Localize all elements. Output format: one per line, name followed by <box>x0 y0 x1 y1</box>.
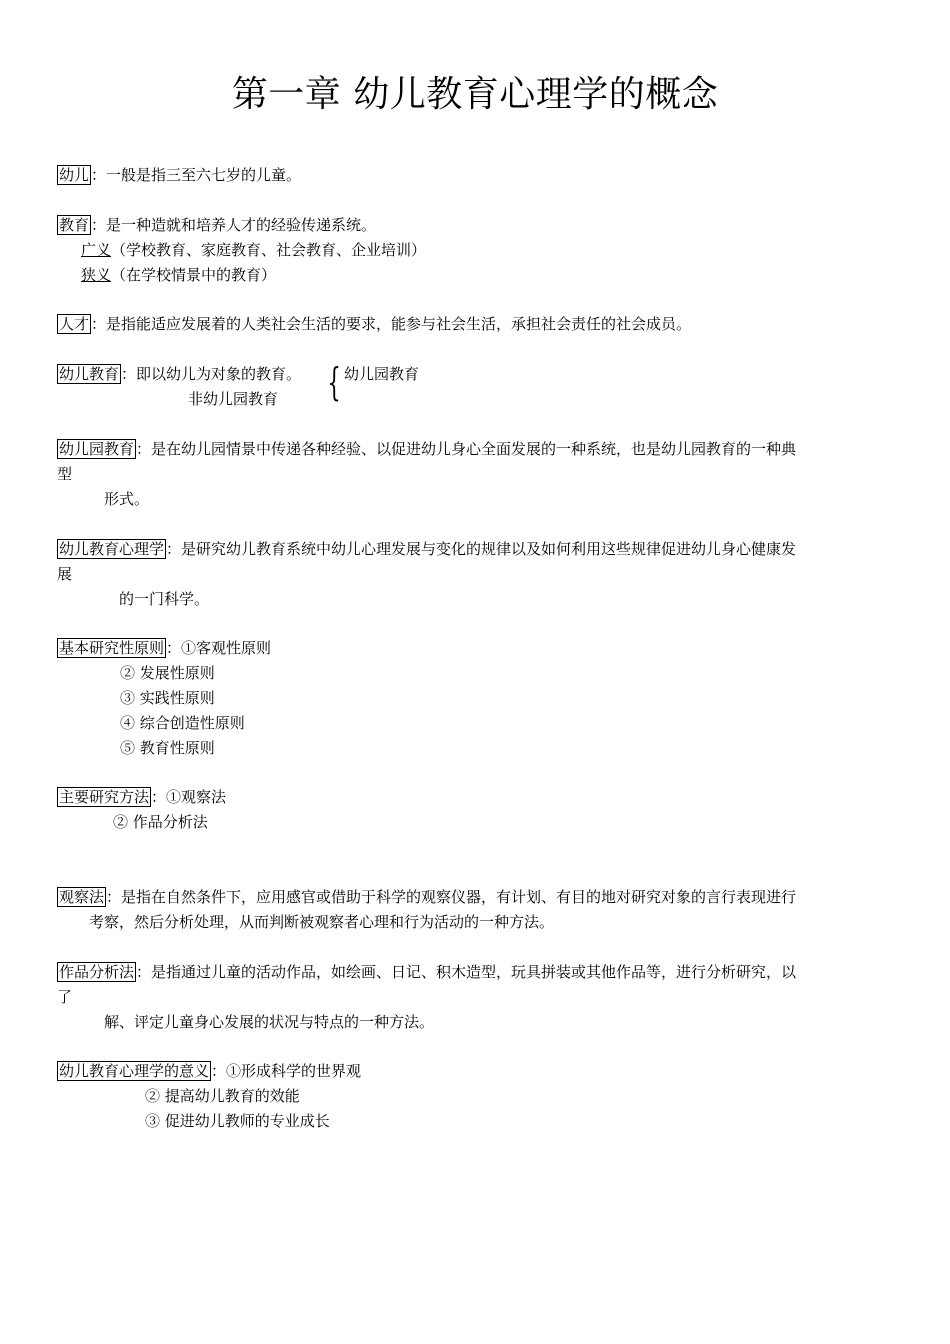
definition-jiaoyu-text: ：是一种造就和培养人才的经验传递系统。 <box>91 216 377 234</box>
xinlixue-wrap: 展 <box>57 565 73 583</box>
jiaoyu-narrow <box>81 265 276 285</box>
term-rencai: 人才 <box>59 315 90 333</box>
term-youer-jiaoyu: 幼儿教育 <box>59 365 120 383</box>
definition-youeryuan-jiaoyu-text: ：是在幼儿园情景中传递各种经验、以促进幼儿身心全面发展的一种系统，也是幼儿园教育的一种典 <box>136 440 797 458</box>
definition-youer <box>57 165 301 185</box>
zuopin-cont: 解、评定儿童身心发展的状况与特点的一种方法。 <box>104 1013 435 1031</box>
significance-item-1: ：①形成科学的世界观 <box>211 1062 362 1080</box>
term-methods: 主要研究方法 <box>59 788 150 806</box>
xinlixue-cont: 的一门科学。 <box>119 590 210 608</box>
principles-header <box>57 638 271 658</box>
term-broad: 广义 <box>81 241 112 259</box>
significance-header <box>57 1061 361 1081</box>
principle-item-5: ⑤ 教育性原则 <box>120 739 215 757</box>
chapter-title: 第一章 幼儿教育心理学的概念 <box>231 74 719 115</box>
term-zuopin: 作品分析法 <box>59 963 135 981</box>
term-xinlixue: 幼儿教育心理学 <box>59 540 165 558</box>
youer-jiaoyu-option-2: 非幼儿园教育 <box>188 390 279 408</box>
definition-guanchafa <box>57 887 796 907</box>
principle-item-1: ：①客观性原则 <box>166 639 272 657</box>
guanchafa-cont: 考察，然后分析处理，从而判断被观察者心理和行为活动的一种方法。 <box>89 913 555 931</box>
jiaoyu-broad <box>81 240 426 260</box>
term-principles: 基本研究性原则 <box>59 639 165 657</box>
definition-zuopin <box>57 962 796 982</box>
definition-youer-text: ：一般是指三至六七岁的儿童。 <box>91 166 302 184</box>
youeryuan-jiaoyu-cont: 形式。 <box>104 490 150 508</box>
definition-xinlixue <box>57 539 796 559</box>
definition-youeryuan-jiaoyu <box>57 439 796 459</box>
term-youeryuan-jiaoyu: 幼儿园教育 <box>59 440 135 458</box>
method-item-1: ：①观察法 <box>151 788 227 806</box>
principle-item-2: ② 发展性原则 <box>120 664 215 682</box>
jiaoyu-narrow-text: （在学校情景中的教育） <box>111 266 277 284</box>
definition-youer-jiaoyu-text: ：即以幼儿为对象的教育。 <box>121 365 302 383</box>
definition-guanchafa-text: ：是指在自然条件下，应用感官或借助于科学的观察仪器，有计划、有目的地对研究对象的言行表现进行 <box>106 888 797 906</box>
jiaoyu-broad-text: （学校教育、家庭教育、社会教育、企业培训） <box>111 241 427 259</box>
definition-rencai <box>57 314 691 334</box>
method-item-2: ② 作品分析法 <box>113 813 208 831</box>
definition-zuopin-text: ：是指通过儿童的活动作品，如绘画、日记、积木造型，玩具拼装或其他作品等，进行分析研究，以 <box>136 963 797 981</box>
zuopin-wrap: 了 <box>57 988 73 1006</box>
definition-rencai-text: ：是指能适应发展着的人类社会生活的要求，能参与社会生活，承担社会责任的社会成员。 <box>91 315 692 333</box>
definition-jiaoyu <box>57 215 376 235</box>
youer-jiaoyu-option-1: 幼儿园教育 <box>344 365 420 383</box>
principle-item-3: ③ 实践性原则 <box>120 689 215 707</box>
term-jiaoyu: 教育 <box>59 216 90 234</box>
significance-item-3: ③ 促进幼儿教师的专业成长 <box>145 1112 330 1130</box>
principle-item-4: ④ 综合创造性原则 <box>120 714 245 732</box>
definition-xinlixue-text: ：是研究幼儿教育系统中幼儿心理发展与变化的规律以及如何利用这些规律促进幼儿身心健康发 <box>166 540 797 558</box>
term-guanchafa: 观察法 <box>59 888 105 906</box>
left-brace: { <box>327 360 341 404</box>
term-narrow: 狭义 <box>81 266 112 284</box>
significance-item-2: ② 提高幼儿教育的效能 <box>145 1087 300 1105</box>
term-significance: 幼儿教育心理学的意义 <box>59 1062 210 1080</box>
term-youer: 幼儿 <box>59 166 90 184</box>
methods-header <box>57 787 226 807</box>
definition-youer-jiaoyu <box>57 364 301 384</box>
youeryuan-jiaoyu-wrap: 型 <box>57 465 73 483</box>
